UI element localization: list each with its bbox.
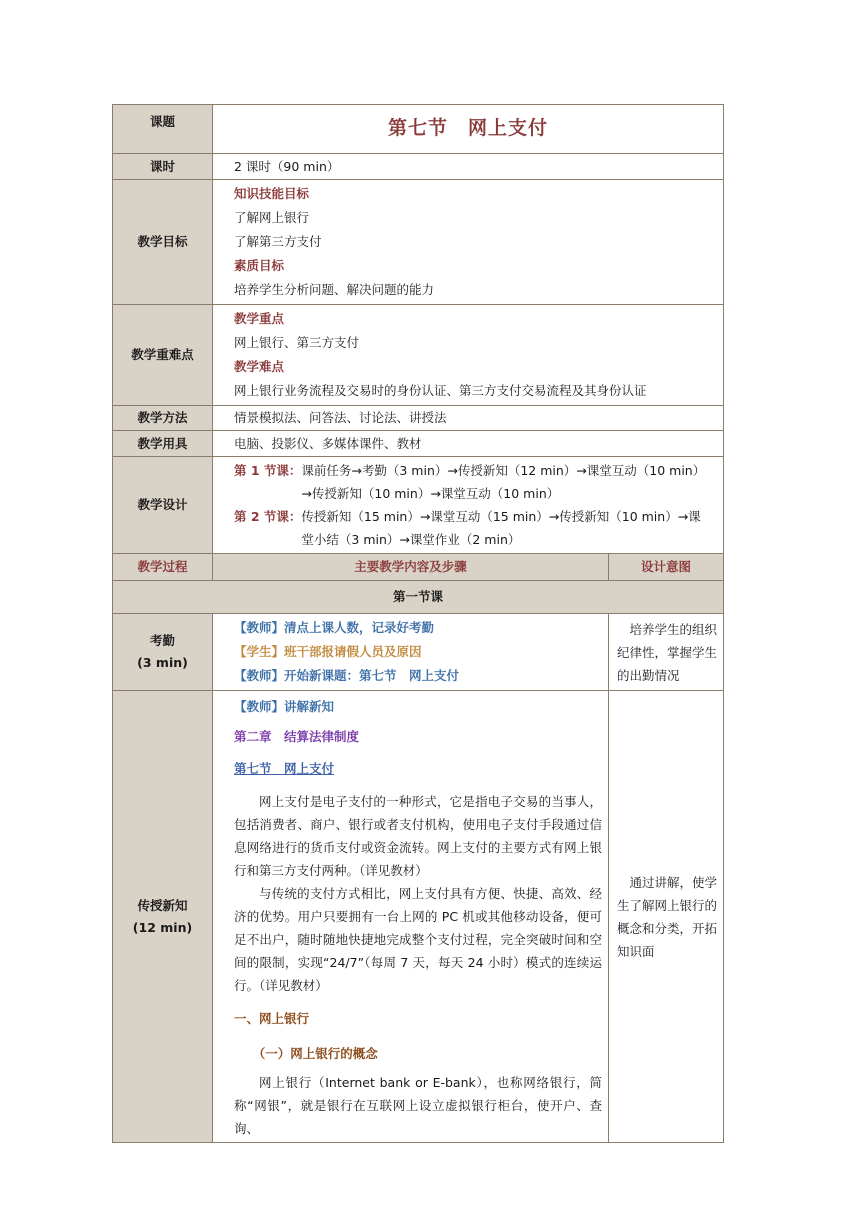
- knowledge-heading: 知识技能目标: [234, 186, 310, 201]
- topic-title-cell: [213, 105, 724, 154]
- focus-text: 网上银行、第三方支付: [234, 335, 360, 350]
- lesson1-text: 课前任务→考勤（3 min）→传授新知（12 min）→课堂互动（10 min）→传授新知（10 min）→课堂互动（10 min）: [301, 463, 706, 501]
- method-label: 教学方法: [113, 406, 213, 431]
- section-title: 第一节课: [113, 581, 724, 614]
- attendance-label: 考勤: [149, 633, 175, 648]
- hours-row: [113, 154, 724, 180]
- knowledge-item: 了解第三方支付: [234, 234, 322, 249]
- keypoints-label: 教学重难点: [113, 305, 213, 406]
- paragraph-advantages: 与传统的支付方式相比，网上支付具有方便、快捷、高效、经济的优势。用户只要拥有一台上网的 PC 机或其他移动设备，便可足不出户，随时随地快捷地完成整个支付过程，完全突破时间和空间的限制，实现“24/7”（每周 7 天，每天 24 小时）模式的连续运行。（详见教材）: [234, 886, 602, 993]
- knowledge-item: 了解网上银行: [234, 210, 310, 225]
- design-row: [113, 457, 724, 554]
- attendance-intent: 培养学生的组织纪律性，掌握学生的出勤情况: [609, 614, 724, 691]
- paragraph-banking-concept: 网上银行（Internet bank or E-bank），也称网络银行，简称“网银”，就是银行在互联网上设立虚拟银行柜台，使开户、查询、: [234, 1075, 602, 1136]
- page-title: 第七节 网上支付: [388, 117, 549, 139]
- topic-label: 课题: [113, 105, 213, 154]
- objectives-label: 教学目标: [113, 180, 213, 305]
- lesson-plan-page: [112, 104, 723, 1143]
- col-content-header: 主要教学内容及步骤: [213, 554, 609, 581]
- lesson2-text: 传授新知（15 min）→课堂互动（15 min）→传授新知（10 min）→课堂小结（3 min）→课堂作业（2 min）: [301, 509, 701, 547]
- lesson1-plan: [234, 459, 713, 505]
- keypoints-row: [113, 305, 724, 406]
- teacher-new-topic-line: 【教师】开始新课题：第七节 网上支付: [234, 668, 460, 683]
- attendance-row: [113, 614, 724, 691]
- focus-heading: 教学重点: [234, 311, 285, 326]
- new-knowledge-label: 传授新知: [137, 897, 188, 913]
- tools-row: [113, 431, 724, 457]
- objectives-content: [213, 180, 724, 305]
- section-row: [113, 581, 724, 614]
- tools-value: 电脑、投影仪、多媒体课件、教材: [213, 431, 724, 457]
- paragraph-definition: 网上支付是电子支付的一种形式，它是指电子交易的当事人，包括消费者、商户、银行或者支付机构，使用电子支付手段通过信息网络进行的货币支付或资金流转。网上支付的主要方式有网上银行和第三方支付两种。（详见教材）: [234, 794, 602, 878]
- new-knowledge-duration: (12 min): [132, 919, 193, 935]
- student-leave-line: 【学生】班干部报请假人员及原因: [234, 644, 422, 659]
- difficulty-text: 网上银行业务流程及交易时的身份认证、第三方支付交易流程及其身份认证: [234, 383, 647, 398]
- lesson2-plan: [234, 505, 713, 551]
- col-intent-header: 设计意图: [609, 554, 724, 581]
- teacher-attendance-line: 【教师】清点上课人数，记录好考勤: [234, 620, 435, 635]
- col-process-header: 教学过程: [113, 554, 213, 581]
- keypoints-content: [213, 305, 724, 406]
- new-knowledge-label-cell: [113, 691, 213, 1143]
- teacher-explain-line: 【教师】讲解新知: [234, 699, 335, 714]
- lesson-plan-table: [112, 104, 724, 1143]
- new-knowledge-intent: 通过讲解，使学生了解网上银行的概念和分类，开拓知识面: [609, 691, 724, 1143]
- tools-label: 教学用具: [113, 431, 213, 457]
- quality-item: 培养学生分析问题、解决问题的能力: [234, 282, 435, 297]
- section-heading: 第七节 网上支付: [234, 761, 335, 776]
- attendance-label-cell: [113, 614, 213, 691]
- quality-heading: 素质目标: [234, 258, 285, 273]
- objectives-row: [113, 180, 724, 305]
- new-knowledge-content: [213, 691, 609, 1143]
- topic-row: [113, 105, 724, 154]
- new-knowledge-row: [113, 691, 724, 1143]
- attendance-content: [213, 614, 609, 691]
- attendance-duration: (3 min): [137, 655, 188, 670]
- lesson2-label: 第 2 节课：: [234, 509, 302, 524]
- lesson1-label: 第 1 节课：: [234, 463, 302, 478]
- chapter-heading: 第二章 结算法律制度: [234, 729, 360, 744]
- heading-online-banking: 一、网上银行: [234, 1011, 310, 1026]
- design-label: 教学设计: [113, 457, 213, 554]
- hours-label: 课时: [113, 154, 213, 180]
- difficulty-heading: 教学难点: [234, 359, 285, 374]
- hours-value: 2 课时（90 min）: [213, 154, 724, 180]
- design-content: [213, 457, 724, 554]
- process-header-row: [113, 554, 724, 581]
- method-row: [113, 406, 724, 431]
- heading-banking-concept: （一）网上银行的概念: [252, 1046, 378, 1061]
- method-value: 情景模拟法、问答法、讨论法、讲授法: [213, 406, 724, 431]
